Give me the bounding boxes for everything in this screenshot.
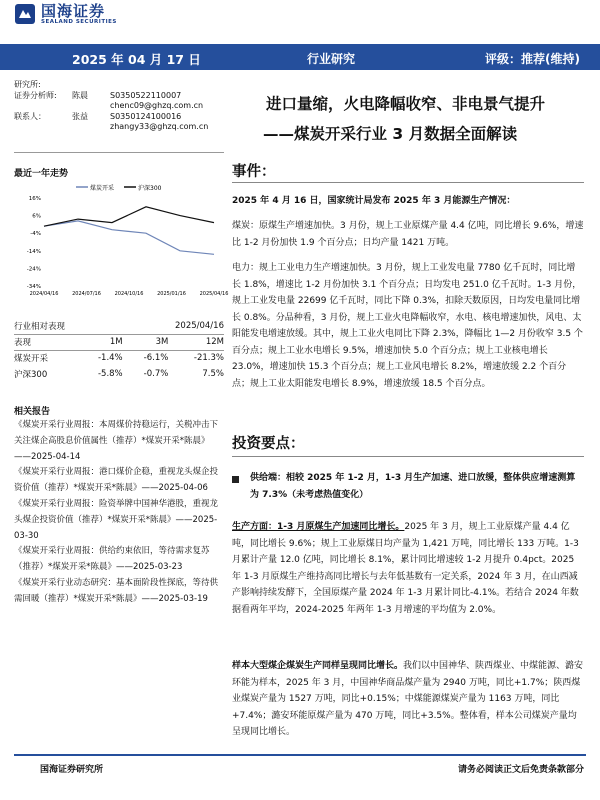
report-link[interactable]: 《煤炭开采行业周报：本周煤价持稳运行，关税冲击下关注煤企高股息价值属性（推荐）*煤炭开采*陈晨》——2025-04-14 bbox=[14, 420, 219, 462]
footer-divider bbox=[14, 754, 586, 756]
perf-cell: -21.3% bbox=[193, 353, 224, 364]
perf-col-header: 12M bbox=[168, 334, 224, 350]
perf-cell: -5.8% bbox=[97, 369, 123, 379]
analyst-block bbox=[14, 80, 224, 133]
production-lead: 生产方面：1-3 月原煤生产加速同比增长。 bbox=[232, 522, 405, 532]
chart-legend bbox=[76, 184, 162, 192]
reports-heading: 相关报告 bbox=[14, 407, 51, 417]
perf-row-name: 沪深300 bbox=[14, 370, 48, 380]
y-tick-label: -4% bbox=[30, 231, 41, 238]
x-tick-label: 2025/04/16 bbox=[199, 291, 229, 297]
legend-label-hs300: 沪深300 bbox=[138, 185, 162, 192]
investment-divider bbox=[232, 456, 584, 457]
perf-col-header: 1M bbox=[77, 334, 123, 350]
report-subtitle: ——煤炭开采行业 3 月数据全面解读 bbox=[263, 125, 518, 143]
y-tick-label: 16% bbox=[28, 196, 41, 202]
event-power-paragraph: 电力：规上工业电力生产增速加快。3 月份，规上工业发电量 7780 亿千瓦时，同比增长 1.8%，增速比 1-2 月份加快 3.1 个百分点；日均发电 251.0 亿千瓦时。1-3 月份，规上工业发电量 22699 亿千瓦时，同比下降 0.3%，扣除天数原因，日均发电量同比增长 0.8%。分品种看，3 月份，规上工业火电降幅收窄，水电、核电增速加快，风电、太阳能发电增速放缓。其中，规上工业火电同比下降 2.3%，降幅比 1—2 月份收窄 3.5 个百分点；规上工业水电增长 9.5%，增速加快 5.0 个百分点；规上工业核电增长 23.0%，增速加快 15.3 个百分点；规上工业风电增长 8.2%，增速放缓 2.2 个百分点；规上工业太阳能发电增长 8.9%，增速放缓 18.5 个百分点。 bbox=[232, 263, 583, 389]
analyst-email[interactable]: chenc09@ghzq.com.cn bbox=[110, 101, 204, 111]
event-heading: 事件： bbox=[232, 164, 276, 180]
report-link[interactable]: 《煤炭开采行业周报：港口煤价企稳，重视龙头煤企投资价值（推荐）*煤炭开采*陈晨》——2025-04-06 bbox=[14, 467, 219, 494]
logo-subtext: SEALAND SECURITIES bbox=[41, 19, 117, 25]
bullet-icon bbox=[232, 476, 239, 483]
footer-org: 国海证券研究所 bbox=[40, 765, 104, 775]
analyst-name: 陈晨 bbox=[72, 90, 88, 100]
contact-id: S0350124100016 bbox=[110, 111, 182, 121]
report-title: 进口量缩，火电降幅收窄、非电景气提升 bbox=[266, 95, 546, 113]
perf-cell: -6.1% bbox=[143, 353, 169, 364]
perf-cell: -1.4% bbox=[97, 353, 123, 364]
perf-title: 行业相对表现 bbox=[14, 318, 123, 334]
series-line-coal bbox=[44, 221, 214, 254]
x-tick-label: 2024/07/16 bbox=[72, 291, 101, 297]
perf-cell: 7.5% bbox=[202, 369, 224, 379]
production-paragraph bbox=[232, 519, 584, 618]
legend-label-coal: 煤炭开采 bbox=[90, 185, 115, 192]
report-date: 2025 年 04 月 17 日 bbox=[72, 52, 201, 67]
analyst-id: S0350522110007 bbox=[110, 90, 182, 100]
series-line-hs300 bbox=[44, 207, 214, 226]
perf-cell: -0.7% bbox=[143, 369, 169, 379]
table-row bbox=[14, 350, 224, 366]
perf-row-name: 煤炭开采 bbox=[14, 354, 49, 365]
trend-heading: 最近一年走势 bbox=[14, 169, 69, 179]
x-tick-label: 2024/04/16 bbox=[29, 291, 59, 297]
left-divider bbox=[14, 152, 224, 153]
perf-col-header: 表现 bbox=[14, 334, 77, 350]
perf-date: 2025/04/16 bbox=[123, 318, 224, 334]
logo-icon bbox=[14, 3, 36, 25]
x-tick-label: 2024/10/16 bbox=[114, 291, 144, 297]
sample-body: 我们以中国神华、陕西煤业、中煤能源、潞安环能为样本，2025 年 3 月，中国神华商品煤产量为 2940 万吨，同比+1.7%；陕西煤业煤炭产量为 1527 万吨，同比+0.15%；中煤能源煤炭产量为 1163 万吨，同比+7.4%；潞安环能原煤产量为 470 万吨，同比+3.5%。整体看，样本公司煤炭产量均呈现同比增长。 bbox=[232, 661, 584, 737]
event-intro: 2025 年 4 月 16 日，国家统计局发布 2025 年 3 月能源生产情况： bbox=[232, 196, 516, 206]
trend-chart bbox=[14, 178, 229, 300]
y-tick-label: -14% bbox=[26, 248, 41, 255]
contact-email[interactable]: zhangy33@ghzq.com.cn bbox=[110, 122, 209, 132]
production-body: 2025 年 3 月，规上工业原煤产量 4.4 亿吨，同比增长 9.6%；规上工业原煤日均产量为 1,421 万吨，同比增长 133 万吨。1-3 月累计产量 12.0 亿吨，同比增长 8.1%，累计同比增速较 1-2 月提升 0.4pct。2025 年 1-3 月原煤生产维持高同比增长与去年低基数有一定关系，2024 年 3 月，在山西减产影响持续发酵下，全国原煤产量 2024 年 1-3 月累计同比-4.1%。若结合 2024 年数据看两年平均，2024-2025 年两年 1-3 月增速的平均值为 2.0%。 bbox=[232, 522, 579, 615]
contact-label: 联系人： bbox=[14, 111, 46, 121]
y-tick-label: -34% bbox=[26, 284, 41, 290]
y-tick-label: 6% bbox=[32, 213, 41, 220]
report-type: 行业研究 bbox=[307, 52, 356, 66]
x-tick-label: 2025/01/16 bbox=[157, 291, 186, 297]
report-link[interactable]: 《煤炭开采行业周报：供给约束依旧，等待需求复苏（推荐）*煤炭开采*陈晨》——2025-03-23 bbox=[14, 546, 210, 573]
report-link[interactable]: 《煤炭开采行业周报：险资举牌中国神华港股，重视龙头煤企投资价值（推荐）*煤炭开采*陈晨》——2025-03-30 bbox=[14, 498, 219, 541]
table-row bbox=[14, 366, 224, 382]
footer-disclaimer: 请务必阅读正文后免责条款部分 bbox=[457, 765, 584, 775]
researcher-label: 研究所: bbox=[14, 80, 41, 89]
event-coal-paragraph: 煤炭：原煤生产增速加快。3 月份，规上工业原煤产量 4.4 亿吨，同比增长 9.6%，增速比 1-2 月份加快 1.9 个百分点；日均产量 1421 万吨。 bbox=[232, 221, 584, 248]
performance-table bbox=[14, 318, 224, 382]
header-bar bbox=[0, 44, 600, 70]
analyst-label: 证券分析师: bbox=[14, 90, 57, 100]
investment-heading: 投资要点： bbox=[232, 436, 305, 452]
report-rating: 评级：推荐(维持) bbox=[485, 52, 580, 66]
related-reports bbox=[14, 418, 218, 608]
sample-lead: 样本大型煤企煤炭生产同样呈现同比增长。 bbox=[232, 661, 404, 671]
y-tick-label: -24% bbox=[26, 266, 41, 273]
perf-col-header: 3M bbox=[123, 334, 169, 350]
logo bbox=[14, 3, 117, 25]
supply-lead: 供给端：相较 2025 年 1-2 月，1-3 月生产加速、进口放缓，整体供应增速测算为 7.3%（未考虑热值变化） bbox=[250, 473, 576, 500]
report-link[interactable]: 《煤炭开采行业动态研究：基本面阶段性探底，等待供需回暖（推荐）*煤炭开采*陈晨》——2025-03-19 bbox=[14, 577, 219, 604]
event-divider bbox=[232, 182, 584, 183]
contact-name: 张益 bbox=[72, 111, 88, 121]
sample-paragraph bbox=[232, 658, 584, 741]
logo-text: 国海证券 bbox=[41, 2, 106, 20]
